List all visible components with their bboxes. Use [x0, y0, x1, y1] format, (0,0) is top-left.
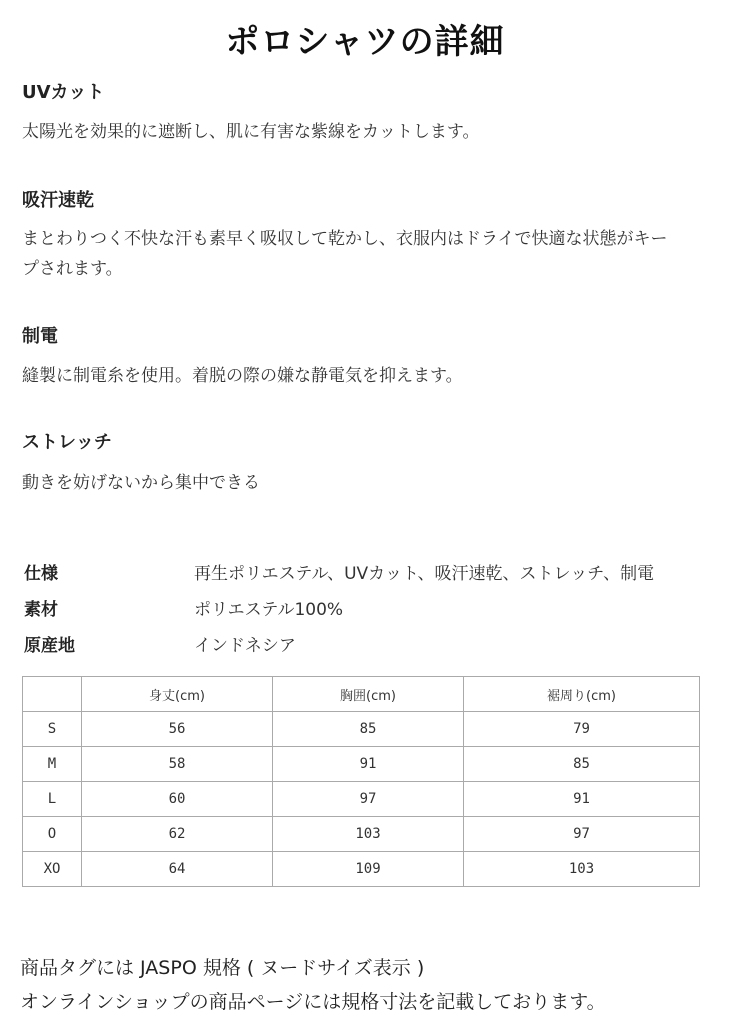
chest-cell: 97 — [273, 782, 464, 817]
size-header-chest: 胸囲(cm) — [273, 677, 464, 712]
size-table — [22, 676, 700, 887]
table-row — [23, 782, 700, 817]
length-cell: 60 — [82, 782, 273, 817]
size-cell: L — [23, 782, 82, 817]
feature-heading-stretch: ストレッチ — [22, 432, 112, 453]
hem-cell: 103 — [464, 852, 700, 887]
size-cell: M — [23, 747, 82, 782]
size-cell: O — [23, 817, 82, 852]
feature-text-sweat-line2: プされます。 — [22, 259, 123, 279]
note-online-shop: オンラインショップの商品ページには規格寸法を記載しております。 — [20, 991, 606, 1013]
spec-value-origin: インドネシア — [194, 636, 296, 656]
feature-text-uv: 太陽光を効果的に遮断し、肌に有害な紫線をカットします。 — [22, 122, 480, 142]
feature-heading-antistatic: 制電 — [22, 326, 58, 347]
length-cell: 56 — [82, 712, 273, 747]
hem-cell: 85 — [464, 747, 700, 782]
table-row — [23, 817, 700, 852]
feature-heading-sweat: 吸汗速乾 — [22, 190, 94, 211]
spec-label-origin: 原産地 — [24, 636, 75, 656]
size-cell: S — [23, 712, 82, 747]
page-title: ポロシャツの詳細 — [225, 22, 505, 62]
spec-label-material: 素材 — [24, 600, 58, 620]
size-header-blank — [23, 677, 82, 712]
size-header-hem: 裾周り(cm) — [464, 677, 700, 712]
spec-value-material: ポリエステル100% — [194, 600, 344, 620]
size-header-length: 身丈(cm) — [82, 677, 273, 712]
hem-cell: 79 — [464, 712, 700, 747]
note-jaspo: 商品タグには JASPO 規格 ( ヌードサイズ表示 ) — [20, 957, 425, 979]
feature-text-stretch: 動きを妨げないから集中できる — [22, 473, 260, 493]
spec-label-spec: 仕様 — [24, 564, 58, 584]
chest-cell: 103 — [273, 817, 464, 852]
spec-value-spec: 再生ポリエステル、UVカット、吸汗速乾、ストレッチ、制電 — [194, 564, 655, 584]
feature-heading-uv: UVカット — [22, 82, 105, 103]
feature-text-sweat-line1: まとわりつく不快な汗も素早く吸収して乾かし、衣服内はドライで快適な状態がキー — [22, 229, 668, 249]
length-cell: 64 — [82, 852, 273, 887]
table-row — [23, 852, 700, 887]
length-cell: 62 — [82, 817, 273, 852]
hem-cell: 91 — [464, 782, 700, 817]
length-cell: 58 — [82, 747, 273, 782]
chest-cell: 91 — [273, 747, 464, 782]
hem-cell: 97 — [464, 817, 700, 852]
chest-cell: 109 — [273, 852, 464, 887]
feature-text-antistatic: 縫製に制電糸を使用。着脱の際の嫌な静電気を抑えます。 — [22, 366, 463, 386]
table-row — [23, 712, 700, 747]
size-table-header-row — [23, 677, 700, 712]
size-cell: XO — [23, 852, 82, 887]
chest-cell: 85 — [273, 712, 464, 747]
table-row — [23, 747, 700, 782]
